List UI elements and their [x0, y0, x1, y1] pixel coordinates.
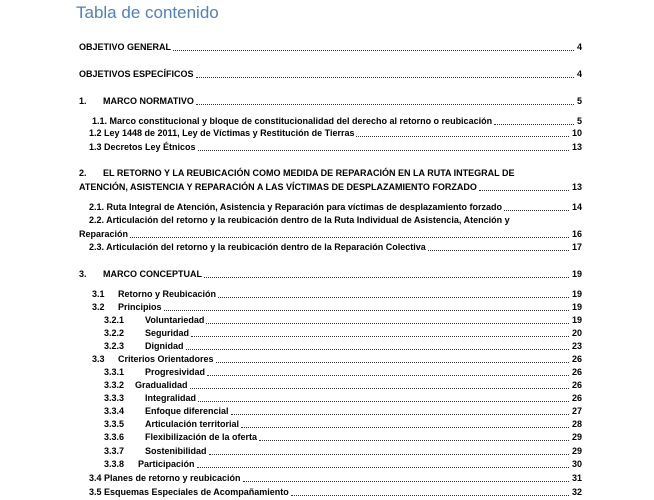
toc-entry[interactable] — [0, 127, 654, 140]
toc-entry-number: 3. — [79, 269, 87, 279]
toc-entry-number: 3.1 — [92, 289, 105, 299]
toc-entry-page: 27 — [571, 406, 582, 416]
toc-entry-page: 26 — [571, 393, 582, 403]
toc-entry-page: 19 — [571, 269, 582, 279]
dot-leader — [479, 190, 569, 191]
dot-leader — [186, 349, 569, 350]
toc-entry[interactable] — [0, 405, 654, 418]
toc-entry-text: Flexibilización de la oferta — [145, 432, 258, 442]
dot-leader — [209, 454, 569, 455]
dot-leader — [218, 297, 569, 298]
toc-entry[interactable] — [0, 314, 654, 327]
toc-entry-page: 10 — [571, 128, 582, 138]
dot-leader — [197, 467, 569, 468]
toc-entry[interactable] — [0, 228, 654, 241]
toc-entry[interactable] — [0, 181, 654, 194]
dot-leader — [190, 388, 569, 389]
toc-entry-page: 13 — [571, 142, 582, 152]
toc-entry-text: OBJETIVO GENERAL — [79, 42, 172, 52]
toc-entry-text: OBJETIVOS ESPECÍFICOS — [79, 69, 194, 79]
toc-entry-page: 26 — [571, 354, 582, 364]
toc-entry-text: Seguridad — [145, 328, 190, 338]
toc-entry[interactable] — [0, 214, 654, 227]
toc-entry-text: Reparación — [79, 229, 129, 239]
toc-entry-text: Progresividad — [145, 367, 206, 377]
toc-entry-page: 29 — [571, 446, 582, 456]
toc-entry-page: 19 — [571, 289, 582, 299]
toc-entry-number: 3.2.3 — [104, 341, 125, 351]
toc-entry-page: 16 — [571, 229, 582, 239]
toc-entry[interactable] — [0, 353, 654, 366]
dot-leader — [196, 104, 574, 105]
toc-entry-text: Participación — [138, 459, 195, 469]
toc-entry-number: 3.3 — [92, 354, 105, 364]
toc-entry-number: 1. — [79, 96, 87, 106]
toc-entry-page: 20 — [571, 328, 582, 338]
toc-entry-page: 17 — [571, 242, 582, 252]
dot-leader — [198, 150, 569, 151]
toc-entry-number: 3.3.1 — [104, 367, 125, 377]
toc-entry-page: 5 — [576, 96, 582, 106]
dot-leader — [173, 50, 574, 51]
toc-entry-number: 3.3.3 — [104, 393, 125, 403]
toc-entry-number: 3.2.2 — [104, 328, 125, 338]
toc-entry-text: 1.1. Marco constitucional y bloque de constitucionalidad del derecho al retorno o reubicación — [92, 116, 493, 126]
toc-entry-text: 2.2. Articulación del retorno y la reubicación dentro de la Ruta Individual de Asistencia, Atención y — [89, 215, 510, 225]
dot-leader — [243, 481, 569, 482]
toc-entry[interactable] — [0, 167, 654, 180]
toc-entry[interactable] — [0, 418, 654, 431]
toc-entry[interactable] — [0, 431, 654, 444]
toc-entry-text: Principios — [118, 302, 162, 312]
toc-entry-page: 26 — [571, 367, 582, 377]
dot-leader — [259, 440, 569, 441]
dot-leader — [216, 362, 569, 363]
toc-entry[interactable] — [0, 340, 654, 353]
dot-leader — [291, 495, 569, 496]
toc-entry-text: 3.5 Esquemas Especiales de Acompañamiento — [89, 487, 289, 497]
toc-entry-number: 3.3.5 — [104, 419, 125, 429]
toc-entry-number: 3.3.4 — [104, 406, 125, 416]
dot-leader — [196, 77, 574, 78]
dot-leader — [207, 375, 569, 376]
toc-entry-text: 1.2 Ley 1448 de 2011, Ley de Víctimas y Restitución de Tierras — [89, 128, 355, 138]
toc-entry-text: MARCO CONCEPTUAL — [103, 269, 202, 279]
toc-entry-text: Gradualidad — [135, 380, 188, 390]
toc-entry[interactable] — [0, 241, 654, 254]
toc-entry-number: 3.3.8 — [104, 459, 125, 469]
toc-entry-number: 3.3.2 — [104, 380, 125, 390]
dot-leader — [164, 310, 569, 311]
dot-leader — [356, 136, 569, 137]
toc-entry[interactable] — [0, 301, 654, 314]
toc-entry[interactable] — [0, 392, 654, 405]
toc-entry[interactable] — [0, 95, 654, 108]
toc-entry-text: Enfoque diferencial — [145, 406, 229, 416]
toc-entry-text: Sostenibilidad — [145, 446, 207, 456]
toc-entry-page: 32 — [571, 487, 582, 497]
toc-entry[interactable] — [0, 458, 654, 471]
toc-entry[interactable] — [0, 486, 654, 499]
toc-entry-text: Voluntariedad — [145, 315, 205, 325]
dot-leader — [504, 210, 569, 211]
toc-entry-page: 28 — [571, 419, 582, 429]
toc-entry-page: 30 — [571, 459, 582, 469]
toc-entry[interactable] — [0, 379, 654, 392]
document-title: Tabla de contenido — [76, 3, 219, 22]
toc-entry-text: Criterios Orientadores — [118, 354, 214, 364]
toc-entry-page: 4 — [576, 42, 582, 52]
toc-entry[interactable] — [0, 268, 654, 281]
dot-leader — [198, 401, 569, 402]
toc-entry-page: 19 — [571, 315, 582, 325]
toc-entry-number: 3.3.6 — [104, 432, 125, 442]
toc-entry-text: 3.4 Planes de retorno y reubicación — [89, 473, 241, 483]
dot-leader — [231, 414, 569, 415]
toc-entry-number: 3.3.7 — [104, 446, 125, 456]
toc-entry-text: MARCO NORMATIVO — [103, 96, 194, 106]
toc-entry-text: EL RETORNO Y LA REUBICACIÓN COMO MEDIDA DE REPARACIÓN EN LA RUTA INTEGRAL DE — [103, 168, 515, 178]
toc-entry-number: 2. — [79, 168, 87, 178]
dot-leader — [130, 237, 569, 238]
toc-entry-page: 29 — [571, 432, 582, 442]
toc-entry[interactable] — [0, 327, 654, 340]
toc-entry-text: Articulación territorial — [145, 419, 240, 429]
toc-entry-text: Dignidad — [145, 341, 184, 351]
toc-entry-number: 3.2 — [92, 302, 105, 312]
toc-entry-text: 2.1. Ruta Integral de Atención, Asistencia y Reparación para víctimas de desplazamiento forzado — [89, 202, 502, 212]
toc-entry[interactable] — [0, 68, 654, 81]
toc-entry-text: Retorno y Reubicación — [118, 289, 217, 299]
dot-leader — [206, 323, 569, 324]
toc-entry-text: Integralidad — [145, 393, 197, 403]
toc-entry-page: 31 — [571, 473, 582, 483]
toc-entry[interactable] — [0, 288, 654, 301]
toc-entry-text: 1.3 Decretos Ley Étnicos — [89, 142, 196, 152]
toc-entry-page: 4 — [576, 69, 582, 79]
dot-leader — [494, 124, 574, 125]
dot-leader — [191, 336, 569, 337]
toc-entry-page: 5 — [576, 116, 582, 126]
dot-leader — [241, 427, 569, 428]
toc-entry[interactable] — [0, 472, 654, 485]
toc-entry-number: 3.2.1 — [104, 315, 125, 325]
toc-entry[interactable] — [0, 141, 654, 154]
toc-entry[interactable] — [0, 41, 654, 54]
dot-leader — [428, 250, 569, 251]
toc-entry-text: ATENCIÓN, ASISTENCIA Y REPARACIÓN A LAS VÍCTIMAS DE DESPLAZAMIENTO FORZADO — [79, 182, 477, 192]
toc-entry-page: 13 — [571, 182, 582, 192]
toc-entry[interactable] — [0, 445, 654, 458]
toc-entry-page: 14 — [571, 202, 582, 212]
toc-entry-page: 23 — [571, 341, 582, 351]
toc-entry-page: 19 — [571, 302, 582, 312]
toc-entry[interactable] — [0, 201, 654, 214]
toc-entry[interactable] — [0, 366, 654, 379]
toc-entry-page: 26 — [571, 380, 582, 390]
dot-leader — [204, 277, 569, 278]
toc-entry-text: 2.3. Articulación del retorno y la reubicación dentro de la Reparación Colectiva — [89, 242, 426, 252]
